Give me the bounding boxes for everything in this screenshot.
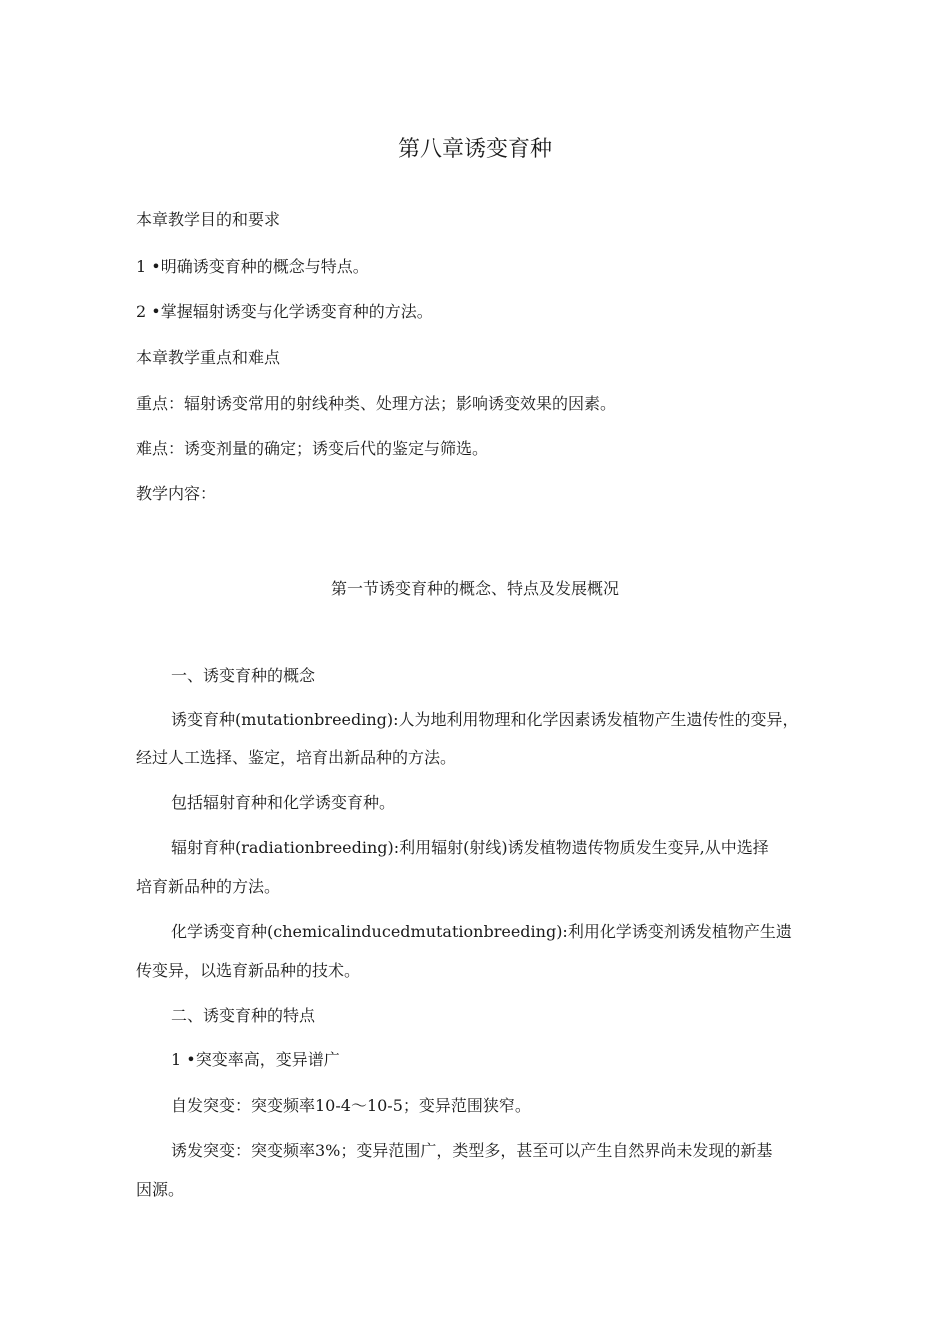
objectives-heading: 本章教学目的和要求 [136, 210, 281, 229]
paragraph-line: 诱变育种(mutationbreeding):人为地利用物理和化学因素诱发植物产生遗传性的变异， [171, 710, 799, 729]
paragraph-line: 经过人工选择、鉴定，培育出新品种的方法。 [136, 748, 457, 767]
subsection-heading: 一、诱变育种的概念 [171, 666, 316, 685]
feature-item: 1 •突变率高，变异谱广 [171, 1050, 340, 1069]
content-label: 教学内容： [136, 484, 217, 503]
keypoints-heading: 本章教学重点和难点 [136, 348, 281, 367]
key-points: 重点：辐射诱变常用的射线种类、处理方法；影响诱变效果的因素。 [136, 394, 617, 413]
chapter-title: 第八章诱变育种 [397, 137, 552, 162]
paragraph-line: 辐射育种(radiationbreeding):利用辐射(射线)诱发植物遗传物质发生变异,从中选择 [171, 838, 769, 857]
paragraph-line: 传变异，以选育新品种的技术。 [136, 961, 361, 980]
section-title: 第一节诱变育种的概念、特点及发展概况 [330, 579, 619, 598]
difficulties: 难点：诱变剂量的确定；诱变后代的鉴定与筛选。 [136, 439, 489, 458]
paragraph-line: 诱发突变：突变频率3%；变异范围广，类型多，甚至可以产生自然界尚未发现的新基 [171, 1141, 773, 1160]
subsection-heading: 二、诱变育种的特点 [171, 1006, 316, 1025]
paragraph-line: 培育新品种的方法。 [136, 877, 281, 896]
paragraph-line: 化学诱变育种(chemicalinducedmutationbreeding):利用化学诱变剂诱发植物产生遗 [171, 922, 792, 941]
paragraph: 自发突变：突变频率10-4〜10-5；变异范围狭窄。 [171, 1096, 531, 1115]
objective-item: 1 •明确诱变育种的概念与特点。 [136, 257, 369, 276]
paragraph: 包括辐射育种和化学诱变育种。 [171, 793, 396, 812]
objective-item: 2 •掌握辐射诱变与化学诱变育种的方法。 [136, 302, 433, 321]
paragraph-line: 因源。 [136, 1180, 185, 1199]
